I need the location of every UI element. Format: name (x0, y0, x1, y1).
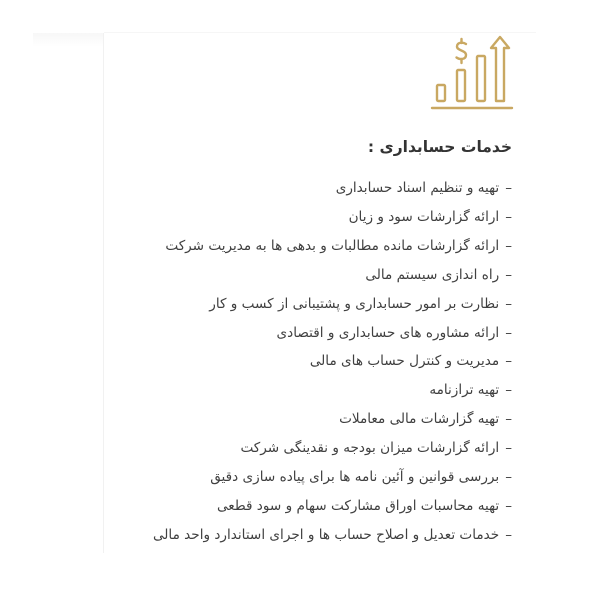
list-item (92, 174, 512, 203)
list-item-text: بررسی قوانین و آئین نامه ها برای پیاده سازی دقیق (210, 469, 500, 486)
list-item (92, 521, 512, 550)
bullet-dash: – (505, 440, 512, 457)
list-item (92, 376, 512, 405)
bullet-dash: – (505, 382, 512, 399)
list-item (92, 463, 512, 492)
bullet-dash: – (505, 237, 512, 254)
list-item-text: ارائه گزارشات مانده مطالبات و بدهی ها به مدیریت شرکت (165, 237, 500, 254)
list-item-text: ارائه مشاوره های حسابداری و اقتصادی (276, 324, 500, 341)
list-item (92, 319, 512, 348)
bullet-dash: – (505, 324, 512, 341)
bullet-dash: – (505, 180, 512, 196)
dollar-growth-bars-icon (430, 34, 514, 112)
list-item (92, 347, 512, 376)
bullet-dash: – (505, 411, 512, 428)
list-item-text: مدیریت و کنترل حساب های مالی (309, 353, 500, 370)
list-item (92, 203, 512, 232)
bullet-dash: – (505, 526, 512, 543)
list-item-text: تهیه گزارشات مالی معاملات (339, 411, 500, 428)
section-title: خدمات حسابداری : (367, 138, 512, 156)
services-list (92, 174, 512, 550)
list-item (92, 261, 512, 290)
list-item-text: راه اندازی سیستم مالی (365, 266, 500, 283)
services-section (92, 134, 512, 550)
bullet-dash: – (505, 295, 512, 312)
bullet-dash: – (505, 353, 512, 370)
list-item-text: نظارت بر امور حسابداری و پشتیبانی از کسب و کار (209, 295, 500, 312)
bullet-dash: – (505, 497, 512, 514)
bullet-dash: – (505, 266, 512, 283)
bullet-dash: – (505, 469, 512, 486)
list-item-text: تهیه و تنظیم اسناد حسابداری (335, 180, 500, 196)
list-item-text: ارائه گزارشات سود و زیان (348, 208, 500, 225)
list-item-text: خدمات تعدیل و اصلاح حساب ها و اجرای استاندارد واحد مالی (152, 526, 500, 543)
bullet-dash: – (505, 208, 512, 225)
list-item-text: تهیه ترازنامه (429, 382, 500, 399)
list-item-text: ارائه گزارشات میزان بودجه و نقدینگی شرکت (240, 440, 500, 457)
list-item (92, 434, 512, 463)
list-item (92, 492, 512, 521)
list-item-text: تهیه محاسبات اوراق مشارکت سهام و سود قطعی (216, 497, 500, 514)
list-item (92, 232, 512, 261)
list-item (92, 405, 512, 434)
list-item (92, 290, 512, 319)
